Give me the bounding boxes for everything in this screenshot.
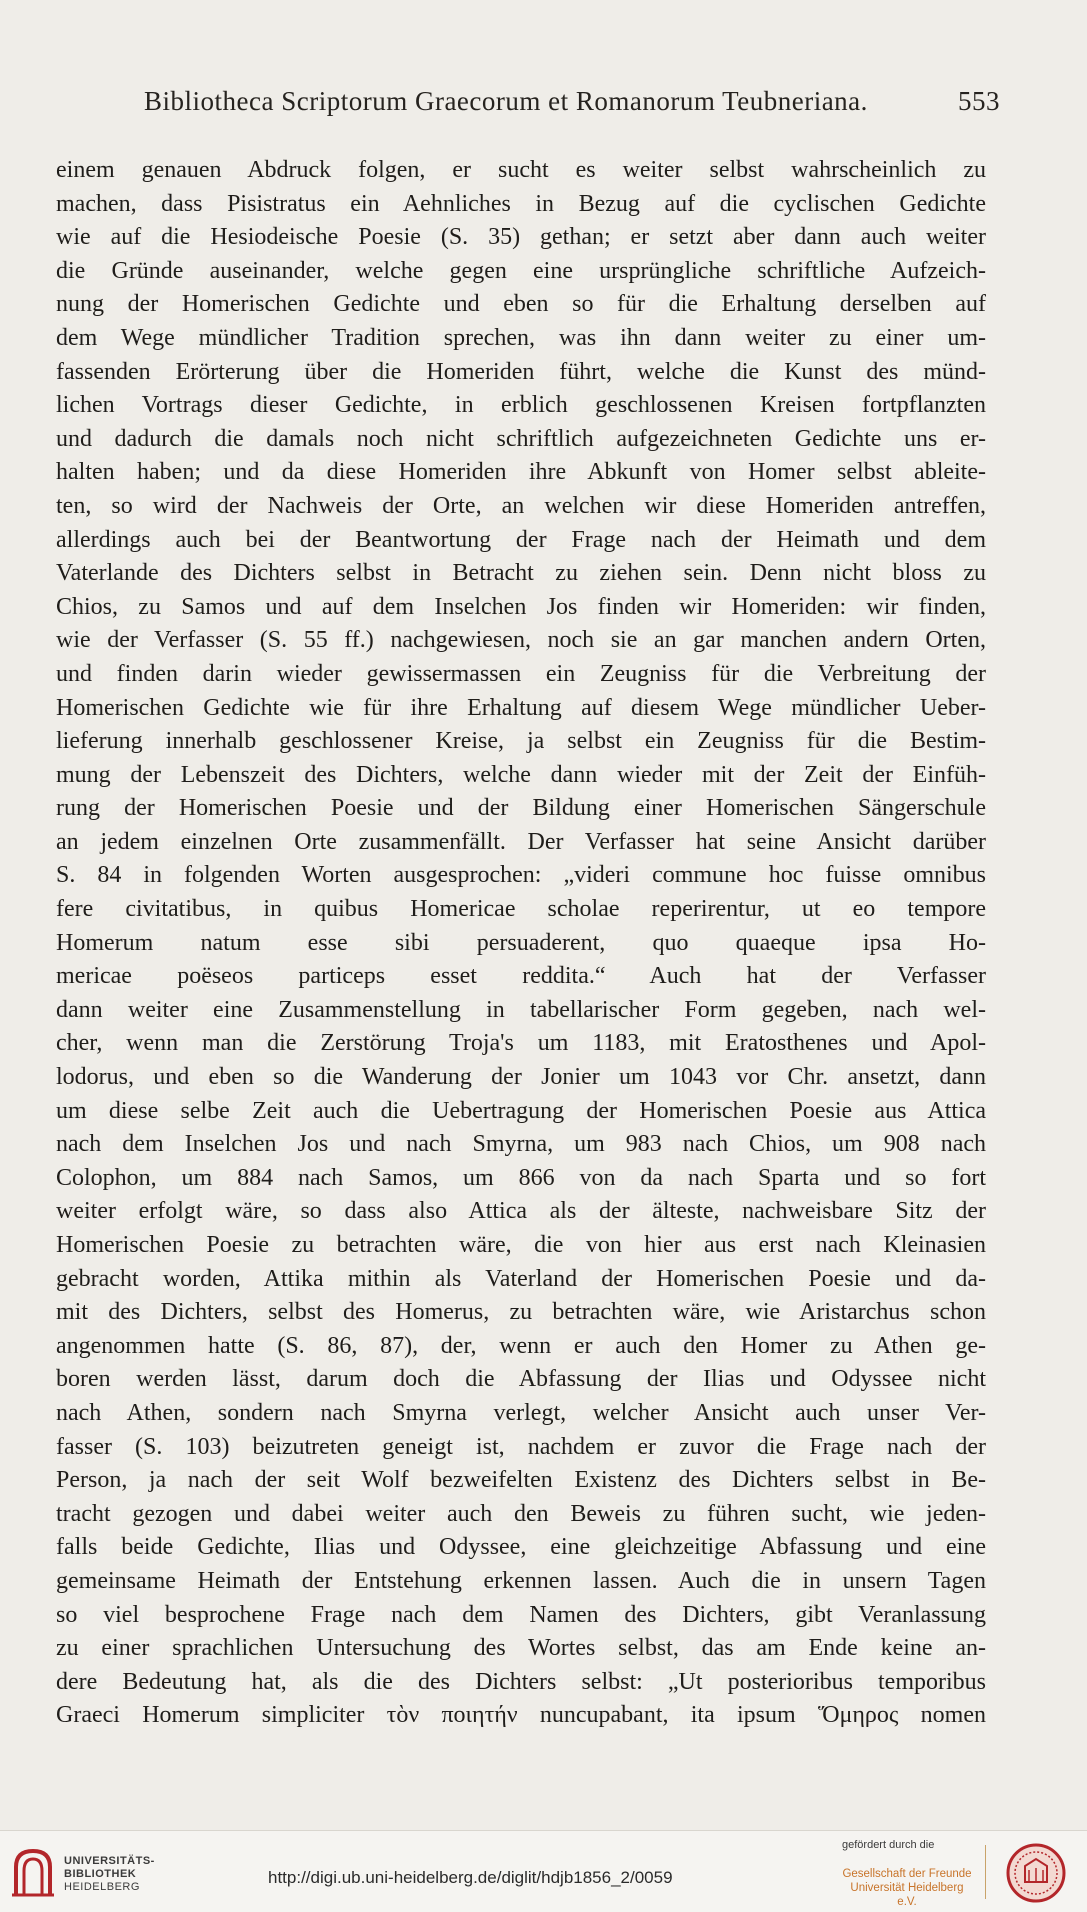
university-seal-icon[interactable] — [999, 1842, 1073, 1904]
text-line: boren werden lässt, darum doch die Abfassung der Ilias und Odyssee nicht — [56, 1366, 986, 1393]
text-line: halten haben; und da diese Homeriden ihre Abkunft von Homer selbst ableite- — [56, 459, 986, 486]
text-line: zu einer sprachlichen Untersuchung des Wortes selbst, das am Ende keine an- — [56, 1635, 986, 1662]
text-line: Homerischen Poesie zu betrachten wäre, die von hier aus erst nach Kleinasien — [56, 1232, 986, 1258]
sponsor-line-2: Universität Heidelberg e.V. — [850, 1882, 964, 1908]
running-title: Bibliotheca Scriptorum Graecorum et Romanorum Teubneriana. — [144, 86, 868, 116]
text-line: mericae poëseos particeps esset reddita.“ Auch hat der Verfasser — [56, 963, 986, 990]
text-line: nung der Homerischen Gedichte und eben so für die Erhaltung derselben auf — [56, 291, 986, 318]
text-line: fassenden Erörterung über die Homeriden führt, welche die Kunst des münd- — [56, 358, 986, 385]
text-line: weiter erfolgt wäre, so dass also Attica als der älteste, nachweisbare Sitz der — [56, 1198, 986, 1225]
footer-divider — [985, 1845, 986, 1899]
body-text — [56, 154, 986, 1733]
text-line: falls beide Gedichte, Ilias und Odyssee, eine gleichzeitige Abfassung und eine — [56, 1534, 986, 1561]
text-line: und dadurch die damals noch nicht schriftlich aufgezeichneten Gedichte uns er- — [56, 425, 986, 452]
page-number: 553 — [958, 86, 1000, 116]
text-line: so viel besprochene Frage nach dem Namen des Dichters, gibt Veranlassung — [56, 1601, 986, 1628]
library-line-1: UNIVERSITÄTS- — [64, 1855, 155, 1867]
library-name — [64, 1855, 155, 1894]
footer-bar — [0, 1830, 1087, 1912]
text-line: lichen Vortrags dieser Gedichte, in erblich geschlossenen Kreisen fortpflanzten — [56, 392, 986, 419]
text-line: nach Athen, sondern nach Smyrna verlegt, welcher Ansicht auch unser Ver- — [56, 1399, 986, 1426]
text-line: wie auf die Hesiodeische Poesie (S. 35) gethan; er setzt aber dann auch weiter — [56, 224, 986, 251]
text-line: Homerum natum esse sibi persuaderent, quo quaeque ipsa Ho- — [56, 929, 986, 956]
text-line: und finden darin wieder gewissermassen ein Zeugniss für die Verbreitung der — [56, 660, 986, 687]
text-line: ten, so wird der Nachweis der Orte, an welchen wir diese Homeriden antreffen, — [56, 492, 986, 519]
text-line: S. 84 in folgenden Worten ausgesprochen: „videri commune hoc fuisse omnibus — [56, 862, 986, 889]
text-line: lieferung innerhalb geschlossener Kreise, ja selbst ein Zeugniss für die Bestim- — [56, 728, 986, 755]
text-line: dann weiter eine Zusammenstellung in tabellarischer Form gegeben, nach wel- — [56, 996, 986, 1023]
sponsor-name[interactable] — [842, 1867, 972, 1909]
text-line: um diese selbe Zeit auch die Uebertragung der Homerischen Poesie aus Attica — [56, 1097, 986, 1124]
text-line: cher, wenn man die Zerstörung Troja's um 1183, mit Eratosthenes und Apol- — [56, 1030, 986, 1057]
text-line: fere civitatibus, in quibus Homericae scholae reperirentur, ut eo tempore — [56, 896, 986, 923]
text-line: Homerischen Gedichte wie für ihre Erhaltung auf diesem Wege mündlicher Ueber- — [56, 694, 986, 721]
text-line: die Gründe auseinander, welche gegen eine ursprüngliche schriftliche Aufzeich- — [56, 257, 986, 284]
text-line: gemeinsame Heimath der Entstehung erkennen lassen. Auch die in unsern Tagen — [56, 1567, 986, 1594]
library-line-3: HEIDELBERG — [64, 1881, 140, 1893]
text-line: machen, dass Pisistratus ein Aehnliches in Bezug auf die cyclischen Gedichte — [56, 190, 986, 217]
text-line: dere Bedeutung hat, als die des Dichters selbst: „Ut posterioribus temporibus — [56, 1668, 986, 1695]
text-line: mung der Lebenszeit des Dichters, welche dann wieder mit der Zeit der Einfüh- — [56, 761, 986, 788]
text-line: tracht gezogen und dabei weiter auch den Beweis zu führen sucht, wie jeden- — [56, 1500, 986, 1527]
text-line: fasser (S. 103) beizutreten geneigt ist, nachdem er zuvor die Frage nach der — [56, 1433, 986, 1460]
text-line: angenommen hatte (S. 86, 87), der, wenn er auch den Homer zu Athen ge- — [56, 1332, 986, 1359]
text-line: Person, ja nach der seit Wolf bezweifelten Existenz des Dichters selbst in Be- — [56, 1467, 986, 1494]
text-line: mit des Dichters, selbst des Homerus, zu betrachten wäre, wie Aristarchus schon — [56, 1299, 986, 1326]
text-line: Colophon, um 884 nach Samos, um 866 von da nach Sparta und so fort — [56, 1164, 986, 1191]
permalink-url[interactable]: http://digi.ub.uni-heidelberg.de/diglit/hdjb1856_2/0059 — [268, 1868, 673, 1887]
library-line-2: BIBLIOTHEK — [64, 1868, 137, 1880]
text-line: Vaterlande des Dichters selbst in Betracht zu ziehen sein. Denn nicht bloss zu — [56, 560, 986, 587]
text-line: rung der Homerischen Poesie und der Bildung einer Homerischen Sängerschule — [56, 795, 986, 822]
text-line: nach dem Inselchen Jos und nach Smyrna, um 983 nach Chios, um 908 nach — [56, 1131, 986, 1158]
sponsor-caption: gefördert durch die — [842, 1839, 935, 1851]
text-line: lodorus, und eben so die Wanderung der Jonier um 1043 vor Chr. ansetzt, dann — [56, 1064, 986, 1091]
text-line: an jedem einzelnen Orte zusammenfällt. Der Verfasser hat seine Ansicht darüber — [56, 828, 986, 855]
text-line: gebracht worden, Attika mithin als Vaterland der Homerischen Poesie und da- — [56, 1265, 986, 1292]
text-line: allerdings auch bei der Beantwortung der Frage nach der Heimath und dem — [56, 526, 986, 553]
text-line: wie der Verfasser (S. 55 ff.) nachgewiesen, noch sie an gar manchen andern Orten, — [56, 627, 986, 654]
text-line: Graeci Homerum simpliciter τὸν ποιητήν nuncupabant, ita ipsum Ὅμηρος nomen — [56, 1702, 986, 1729]
ub-heidelberg-logo-icon[interactable] — [10, 1845, 56, 1899]
text-line: dem Wege mündlicher Tradition sprechen, was ihn dann weiter zu einer um- — [56, 324, 986, 351]
text-line: Chios, zu Samos und auf dem Inselchen Jos finden wir Homeriden: wir finden, — [56, 593, 986, 620]
text-line: einem genauen Abdruck folgen, er sucht es weiter selbst wahrscheinlich zu — [56, 157, 986, 183]
sponsor-line-1: Gesellschaft der Freunde — [842, 1868, 972, 1880]
